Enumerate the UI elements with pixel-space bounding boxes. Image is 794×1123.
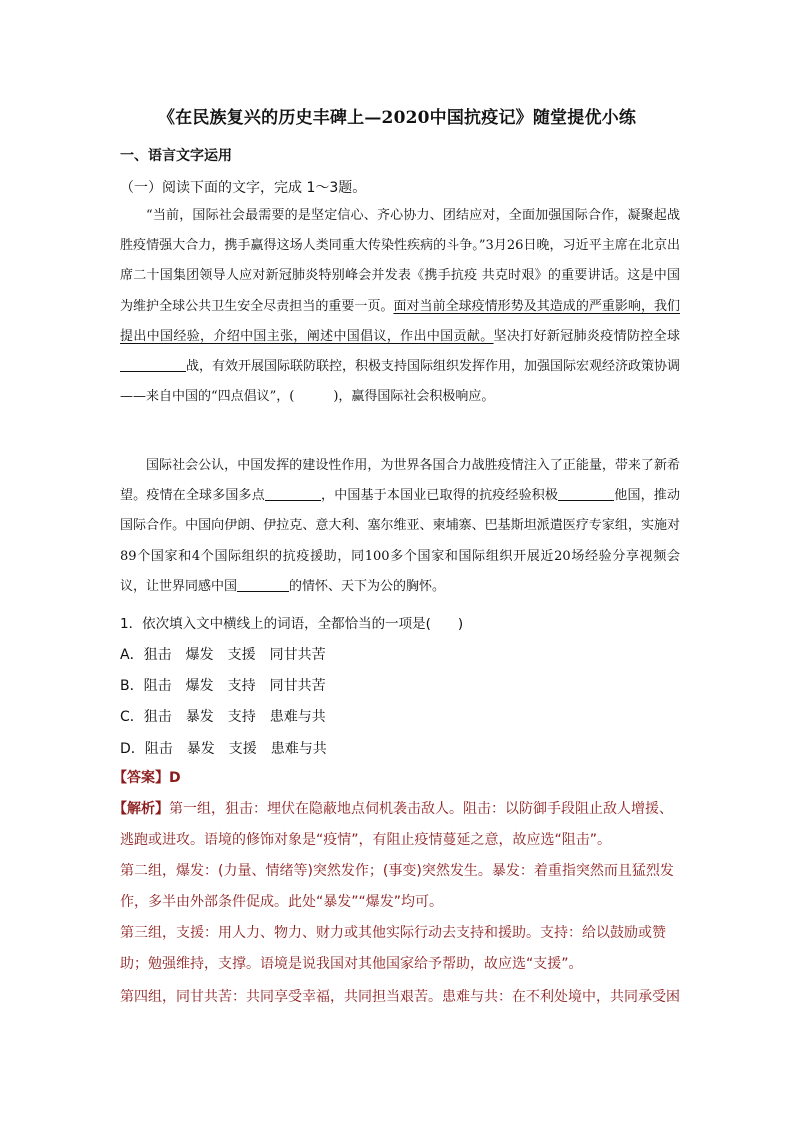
- passage-2-text-d: 的情怀、天下为公的胸怀。: [289, 578, 446, 594]
- option-word: 同甘共苦: [269, 647, 326, 663]
- option-word: 同甘共苦: [269, 678, 326, 694]
- fill-blank-2: [265, 488, 321, 501]
- analysis-label: 【解析】: [113, 801, 169, 817]
- analysis-text-1: 第一组，狙击：埋伏在隐蔽地点伺机袭击敌人。阻击：以防御手段阻止敌人增援、逃跑或进攻。语境的修饰对象是“疫情”，有阻止疫情蔓延之意，故应选“阻击”。: [120, 801, 673, 848]
- analysis-group-2: 第二组，爆发：(力量、情绪等)突然发作；(事变)突然发生。暴发：着重指突然而且猛烈发作，多半由外部条件促成。此处“暴发”“爆发”均可。: [120, 863, 674, 910]
- passage-2-text-a: 国际社会公认，中国发挥的建设性作用，为世界各国合力战胜疫情注入了正能量，带来了新希望。疫情在全球多国多点: [120, 458, 680, 504]
- fill-blank-1: [120, 359, 186, 372]
- option-letter: D．: [120, 741, 145, 757]
- option-word: 阻击: [143, 678, 172, 694]
- option-word: 支持: [227, 678, 256, 694]
- question-1: 1．依次填入文中横线上的词语，全都恰当的一项是( ): [120, 616, 464, 632]
- option-word: 暴发: [186, 741, 215, 757]
- passage-1-text-c: 战，有效开展国际联防联控，积极支持国际组织发挥作用，加强国际宏观经济政策协调——来自中国的“四点倡议”，( )，赢得国际社会积极响应。: [120, 359, 681, 405]
- option-word: 爆发: [185, 678, 214, 694]
- option-a: [120, 644, 340, 664]
- option-word: 支援: [228, 741, 257, 757]
- option-word: 暴发: [185, 709, 214, 725]
- option-word: 爆发: [185, 647, 214, 663]
- fill-blank-3: [558, 488, 614, 501]
- option-d: [120, 738, 341, 758]
- option-word: 狙击: [143, 709, 172, 725]
- section-heading: 一、语言文字运用: [120, 148, 232, 164]
- analysis-group-4: 第四组，同甘共苦：共同享受幸福，共同担当艰苦。患难与共：在不利处境中，共同承受困: [120, 989, 680, 1005]
- document-title: 《在民族复兴的历史丰碑上—2020中国抗疫记》随堂提优小练: [157, 108, 637, 128]
- option-word: 阻击: [144, 741, 173, 757]
- analysis-group-3: 第三组，支援：用人力、物力、财力或其他实际行动去支持和援助。支持：给以鼓励或赞助；勉强维持，支撑。语境是说我国对其他国家给予帮助，故应选“支援”。: [120, 925, 666, 972]
- option-letter: C．: [120, 709, 144, 725]
- option-word: 支持: [227, 709, 256, 725]
- passage-paragraph-2: [120, 451, 680, 602]
- passage-1-text-a: “当前，国际社会最需要的是坚定信心、齐心协力、团结应对，全面加强国际合作，凝聚起战胜疫情强大合力，携手赢得这场人类同重大传染性疾病的斗争。”3月26日晚，习近平主席在北京出席二十国集团领导人应对新冠肺炎特别峰会并发表《携手抗疫 共克时艰》的重要讲话。这是中国为维护全球公共卫生安全尽责担当的重要一页。: [120, 208, 680, 314]
- answer-label: 【答案】D: [113, 770, 181, 786]
- passage-2-text-b: ，中国基于本国业已取得的抗疫经验积极: [320, 488, 559, 504]
- passage-1-text-b: 坚决打好新冠肺炎疫情防控全球: [493, 328, 680, 344]
- option-c: [120, 706, 340, 726]
- reading-instruction: （一）阅读下面的文字，完成 1～3题。: [120, 180, 367, 196]
- passage-paragraph-1: [120, 201, 680, 412]
- underlined-sentence: 面对当前全球疫情形势及其造成的严重影响，我们提出中国经验，介绍中国主张，阐述中国倡议，作出中国贡献。: [120, 298, 680, 344]
- option-letter: A．: [120, 647, 144, 663]
- passage-2-text-c: 他国，推动国际合作。中国向伊朗、伊拉克、意大利、塞尔维亚、柬埔寨、巴基斯坦派遣医疗专家组，实施对89个国家和4个国际组织的抗疫援助，同100多个国家和国际组织开展近20场经验分享视频会议，让世界同感中国: [120, 488, 680, 594]
- fill-blank-4: [237, 579, 289, 592]
- option-word: 狙击: [143, 647, 172, 663]
- analysis-group-1: [113, 794, 682, 856]
- option-b: [120, 675, 340, 695]
- option-word: 支援: [227, 647, 256, 663]
- option-word: 患难与共: [270, 741, 327, 757]
- option-letter: B．: [120, 678, 144, 694]
- option-word: 患难与共: [269, 709, 326, 725]
